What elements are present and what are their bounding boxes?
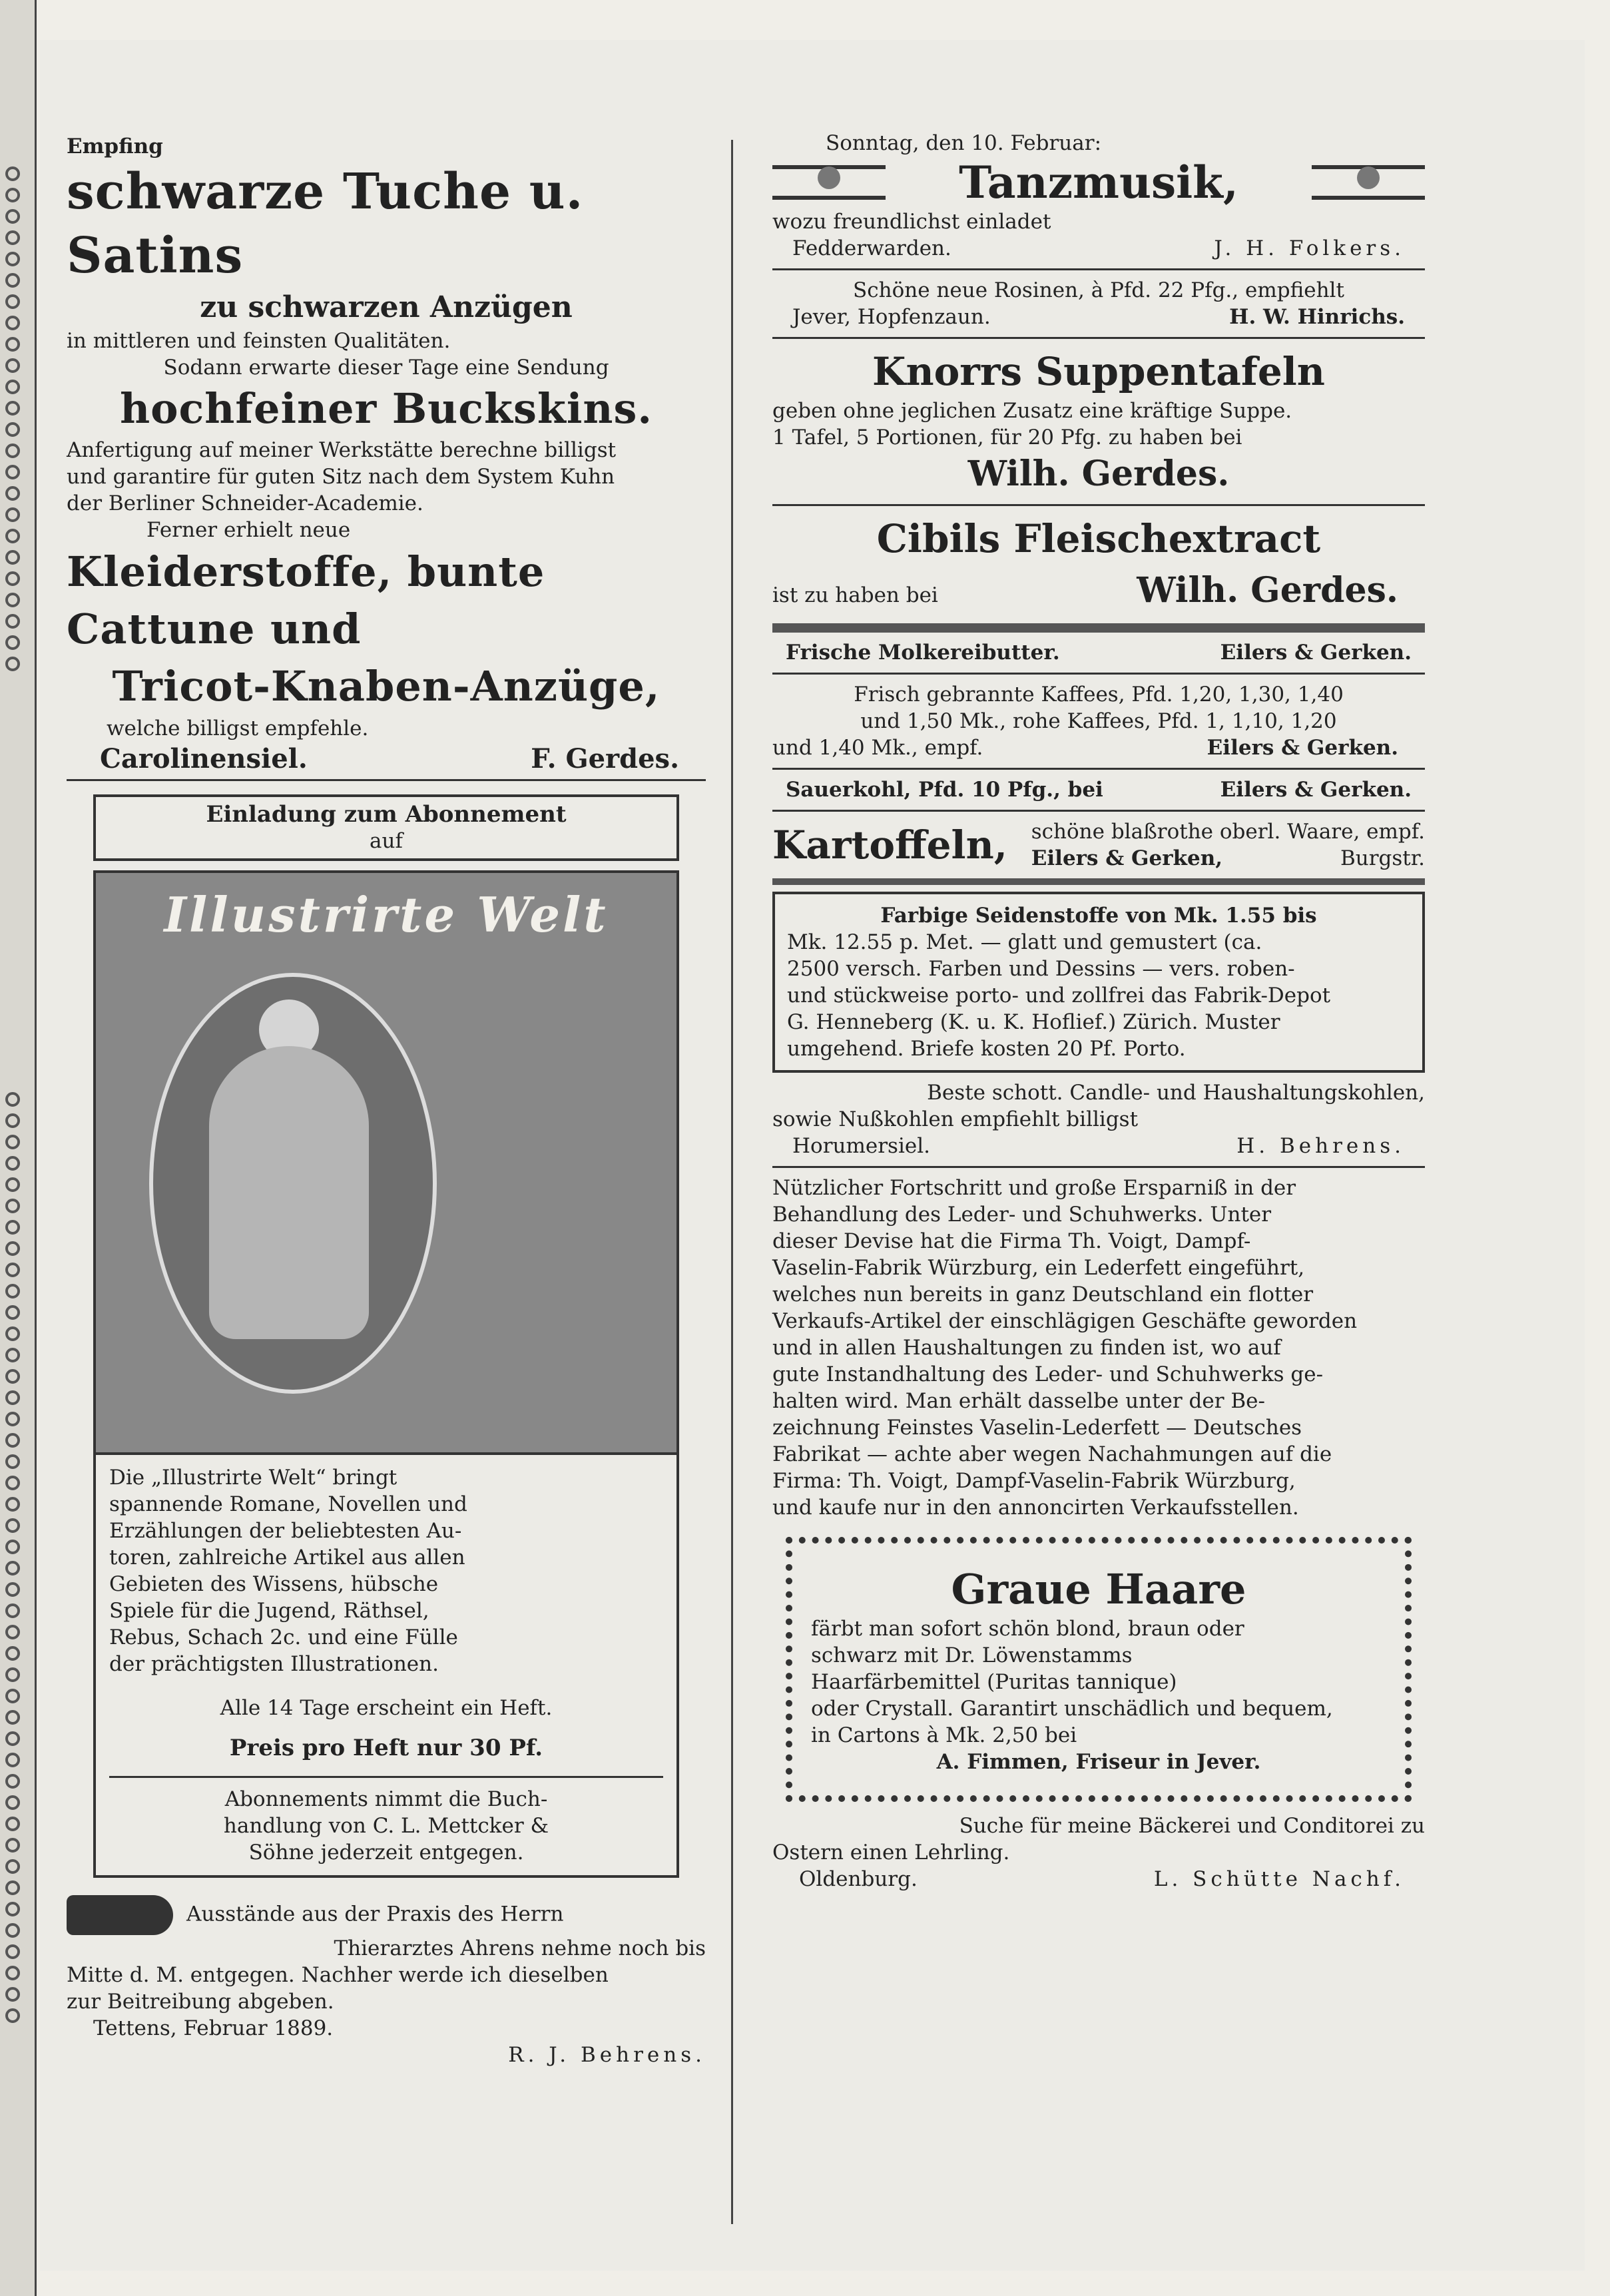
ad-tuche [67, 133, 706, 772]
binding-edge [0, 0, 37, 2296]
knorr-title: Knorrs Suppentafeln [872, 349, 1325, 394]
tanz-title: Tanzmusik, [959, 156, 1238, 208]
tuche-name: F. Gerdes. [531, 743, 679, 774]
tuche-line-13: welche billigst empfehle. [107, 717, 369, 740]
cibils-line-1: ist zu haben bei [772, 583, 938, 607]
ahrens-line-2: Thierarztes Ahrens nehme noch bis [334, 1936, 706, 1960]
divider [67, 779, 706, 781]
voigt-line-12: Firma: Th. Voigt, Dampf-Vaselin-Fabrik Würzburg, [772, 1469, 1296, 1493]
welt-t6: Spiele für die Jugend, Räthsel, [109, 1599, 429, 1623]
divider [772, 810, 1425, 812]
knorr-line-1: geben ohne jeglichen Zusatz eine kräftige Suppe. [772, 399, 1292, 423]
ahrens-name: R. J. Behrens. [508, 2043, 706, 2067]
sauerkohl-name: Eilers & Gerken. [1220, 778, 1412, 802]
butter-name: Eilers & Gerken. [1220, 641, 1412, 665]
kaffee-line-2: und 1,50 Mk., rohe Kaffees, Pfd. 1, 1,10, 1,20 [860, 709, 1337, 733]
tanz-line-1: wozu freundlichst einladet [772, 210, 1051, 234]
welt-figure [209, 1046, 369, 1339]
kaffee-line-1: Frisch gebrannte Kaffees, Pfd. 1,20, 1,30, 1,40 [854, 683, 1344, 707]
kartoffeln-title: Kartoffeln, [772, 822, 1007, 868]
knorr-line-2: 1 Tafel, 5 Portionen, für 20 Pfg. zu haben bei [772, 426, 1242, 449]
welt-illustration [93, 870, 679, 1455]
kaffee-signature-row [772, 734, 1425, 761]
ad-butter [772, 639, 1425, 666]
ad-kohlen [772, 1079, 1425, 1159]
ahrens-line-3: Mitte d. M. entgegen. Nachher werde ich dieselben [67, 1963, 609, 1987]
tuche-buckskins: hochfeiner Buckskins. [120, 384, 653, 433]
lehrling-place: Oldenburg. [799, 1867, 918, 1891]
binding-rings-top [1, 166, 24, 671]
tanz-place: Fedderwarden. [792, 236, 951, 260]
kartoffeln-street: Burgstr. [1340, 846, 1425, 870]
tanz-name: J. H. Folkers. [1214, 236, 1405, 260]
rosinen-line-1: Schöne neue Rosinen, à Pfd. 22 Pfg., empfiehlt [853, 278, 1344, 302]
binding-rings-bottom [1, 1092, 24, 2023]
haare-line-4: oder Crystall. Garantirt unschädlich und bequem, [811, 1697, 1333, 1721]
divider-thick [772, 878, 1425, 885]
welt-title: Illustrirte Welt [164, 886, 609, 943]
tuche-line-3: zu schwarzen Anzügen [200, 290, 573, 324]
ad-kaffee [772, 681, 1425, 761]
tuche-line-7: Anfertigung auf meiner Werkstätte berechne billigst [67, 438, 617, 462]
seide-line-5: G. Henneberg (K. u. K. Hoflief.) Zürich. Muster [787, 1010, 1280, 1034]
rosinen-signature-row [772, 304, 1425, 330]
lehrling-name: L. Schütte Nachf. [1153, 1867, 1405, 1891]
voigt-line-10: zeichnung Feinstes Vaselin-Lederfett — Deutsches [772, 1416, 1302, 1440]
tuche-kleiderstoffe: Kleiderstoffe, bunte Cattune und [67, 547, 545, 653]
haare-line-5: in Cartons à Mk. 2,50 bei [811, 1723, 1077, 1747]
voigt-line-9: halten wird. Man erhält dasselbe unter der Be- [772, 1389, 1266, 1413]
kaffee-line-3: und 1,40 Mk., empf. [772, 736, 983, 760]
tanz-signature-row [772, 235, 1425, 262]
welt-t7: Rebus, Schach 2c. und eine Fülle [109, 1625, 458, 1649]
kartoffeln-line-1: schöne blaßrothe oberl. Waare, empf. [1031, 820, 1425, 844]
knorr-name: Wilh. Gerdes. [967, 453, 1230, 494]
divider [772, 337, 1425, 339]
voigt-line-8: gute Instandhaltung des Leder- und Schuhwerks ge- [772, 1362, 1324, 1386]
welt-description [93, 1455, 679, 1878]
kohlen-line-1: Beste schott. Candle- und Haushaltungskohlen, [927, 1081, 1425, 1105]
ad-knorr [772, 346, 1425, 497]
welt-price: Preis pro Heft nur 30 Pf. [229, 1735, 543, 1761]
welt-invitation [93, 794, 679, 861]
lehrling-signature-row [772, 1866, 1425, 1892]
sauerkohl-line-1: Sauerkohl, Pfd. 10 Pfg., bei [786, 778, 1103, 802]
tuche-place: Carolinensiel. [100, 743, 308, 774]
ad-lehrling [772, 1813, 1425, 1892]
ad-tanzmusik [772, 130, 1425, 262]
tuche-line-1: Empfing [67, 135, 163, 158]
tuche-line-4: in mittleren und feinsten Qualitäten. [67, 329, 451, 353]
ad-rosinen [772, 277, 1425, 330]
angel-icon [1312, 165, 1425, 200]
welt-t3: Erzählungen der beliebtesten Au- [109, 1519, 462, 1543]
ahrens-l1-text: Ausstände aus der Praxis des Herrn [186, 1902, 564, 1926]
welt-h2: auf [370, 829, 403, 853]
welt-h1: Einladung zum Abonnement [206, 801, 567, 828]
tanz-title-row [772, 156, 1425, 208]
seide-line-4: und stückweise porto- und zollfrei das Fabrik-Depot [787, 984, 1331, 1007]
voigt-line-2: Behandlung des Leder- und Schuhwerks. Unter [772, 1203, 1272, 1227]
ad-illustrirte-welt [67, 794, 706, 1878]
voigt-line-5: welches nun bereits in ganz Deutschland ein flotter [772, 1283, 1314, 1306]
voigt-line-6: Verkaufs-Artikel der einschlägigen Geschäfte geworden [772, 1309, 1358, 1333]
voigt-line-1: Nützlicher Fortschritt und große Ersparniß in der [772, 1176, 1296, 1200]
ad-voigt [772, 1175, 1425, 1521]
welt-t8: der prächtigsten Illustrationen. [109, 1652, 439, 1676]
kartoffeln-detail [1031, 818, 1425, 872]
haare-name: A. Fimmen, Friseur in Jever. [936, 1750, 1261, 1774]
welt-a1: Abonnements nimmt die Buch- [224, 1787, 548, 1811]
seide-line-2: Mk. 12.55 p. Met. — glatt und gemustert (ca. [787, 930, 1262, 954]
ahrens-line-1 [67, 1895, 706, 1935]
ad-cibils [772, 513, 1425, 617]
left-column [67, 133, 706, 2068]
haare-line-1: färbt man sofort schön blond, braun oder [811, 1617, 1244, 1641]
kohlen-signature-row [772, 1133, 1425, 1159]
rosinen-name: H. W. Hinrichs. [1229, 305, 1405, 329]
kaffee-name: Eilers & Gerken. [1207, 736, 1398, 760]
tuche-headline: schwarze Tuche u. Satins [67, 163, 584, 284]
haare-line-3: Haarfärbemittel (Puritas tannique) [811, 1670, 1177, 1694]
divider [109, 1776, 663, 1778]
ahrens-line-5: Tettens, Februar 1889. [93, 2016, 334, 2040]
divider-thick [772, 623, 1425, 633]
pointing-hand-icon [67, 1895, 173, 1935]
rosinen-place: Jever, Hopfenzaun. [792, 305, 991, 329]
welt-a2: handlung von C. L. Mettcker & [223, 1814, 549, 1838]
kartoffeln-name: Eilers & Gerken, [1031, 846, 1223, 870]
ad-sauerkohl [772, 776, 1425, 803]
lehrling-line-2: Ostern einen Lehrling. [772, 1841, 1010, 1865]
butter-line-1: Frische Molkereibutter. [786, 641, 1060, 665]
welt-a3: Söhne jederzeit entgegen. [248, 1841, 524, 1865]
welt-t5: Gebieten des Wissens, hübsche [109, 1572, 439, 1596]
column-divider [731, 140, 733, 2224]
divider [772, 768, 1425, 770]
ad-seidenstoffe [772, 892, 1425, 1073]
welt-t4: toren, zahlreiche Artikel aus allen [109, 1546, 465, 1570]
cibils-row [772, 565, 1425, 617]
ad-graue-haare [786, 1537, 1412, 1802]
tuche-signature-row [67, 742, 706, 772]
tuche-tricot: Tricot-Knaben-Anzüge, [112, 662, 661, 711]
angel-icon [772, 165, 886, 200]
cibils-name: Wilh. Gerdes. [1137, 570, 1398, 611]
tuche-line-10: Ferner erhielt neue [146, 518, 351, 542]
ad-kartoffeln [772, 818, 1425, 872]
kohlen-line-2: sowie Nußkohlen empfiehlt billigst [772, 1107, 1139, 1131]
voigt-line-3: dieser Devise hat die Firma Th. Voigt, Dampf- [772, 1229, 1251, 1253]
welt-t9: Alle 14 Tage erscheint ein Heft. [220, 1696, 553, 1720]
ad-ahrens [67, 1895, 706, 2068]
tuche-line-5: Sodann erwarte dieser Tage eine Sendung [163, 356, 609, 380]
kohlen-place: Horumersiel. [792, 1134, 930, 1158]
voigt-line-4: Vaselin-Fabrik Würzburg, ein Lederfett eingeführt, [772, 1256, 1305, 1280]
tanz-date: Sonntag, den 10. Februar: [826, 131, 1102, 155]
tuche-line-9: der Berliner Schneider-Academie. [67, 491, 423, 515]
kohlen-name: H. Behrens. [1236, 1134, 1405, 1158]
lehrling-line-1: Suche für meine Bäckerei und Conditorei zu [959, 1814, 1425, 1838]
voigt-line-11: Fabrikat — achte aber wegen Nachahmungen auf die [772, 1442, 1332, 1466]
seide-line-1: Farbige Seidenstoffe von Mk. 1.55 bis [880, 904, 1317, 928]
tuche-line-8: und garantire für guten Sitz nach dem System Kuhn [67, 465, 615, 489]
seide-line-3: 2500 versch. Farben und Dessins — vers. roben- [787, 957, 1295, 981]
voigt-line-7: und in allen Haushaltungen zu finden ist, wo auf [772, 1336, 1281, 1360]
welt-t2: spannende Romane, Novellen und [109, 1492, 467, 1516]
divider [772, 268, 1425, 270]
kartoffeln-signature [1031, 845, 1425, 872]
divider [772, 1166, 1425, 1168]
welt-t1: Die „Illustrirte Welt“ bringt [109, 1466, 398, 1490]
voigt-line-13: und kaufe nur in den annoncirten Verkaufsstellen. [772, 1496, 1299, 1520]
haare-line-2: schwarz mit Dr. Löwenstamms [811, 1643, 1133, 1667]
cibils-title: Cibils Fleischextract [876, 516, 1321, 561]
ahrens-line-4: zur Beitreibung abgeben. [67, 1990, 334, 2014]
divider [772, 504, 1425, 506]
divider [772, 673, 1425, 675]
haare-title: Graue Haare [951, 1565, 1246, 1613]
seide-line-6: umgehend. Briefe kosten 20 Pf. Porto. [787, 1037, 1186, 1061]
right-column [772, 130, 1425, 1892]
